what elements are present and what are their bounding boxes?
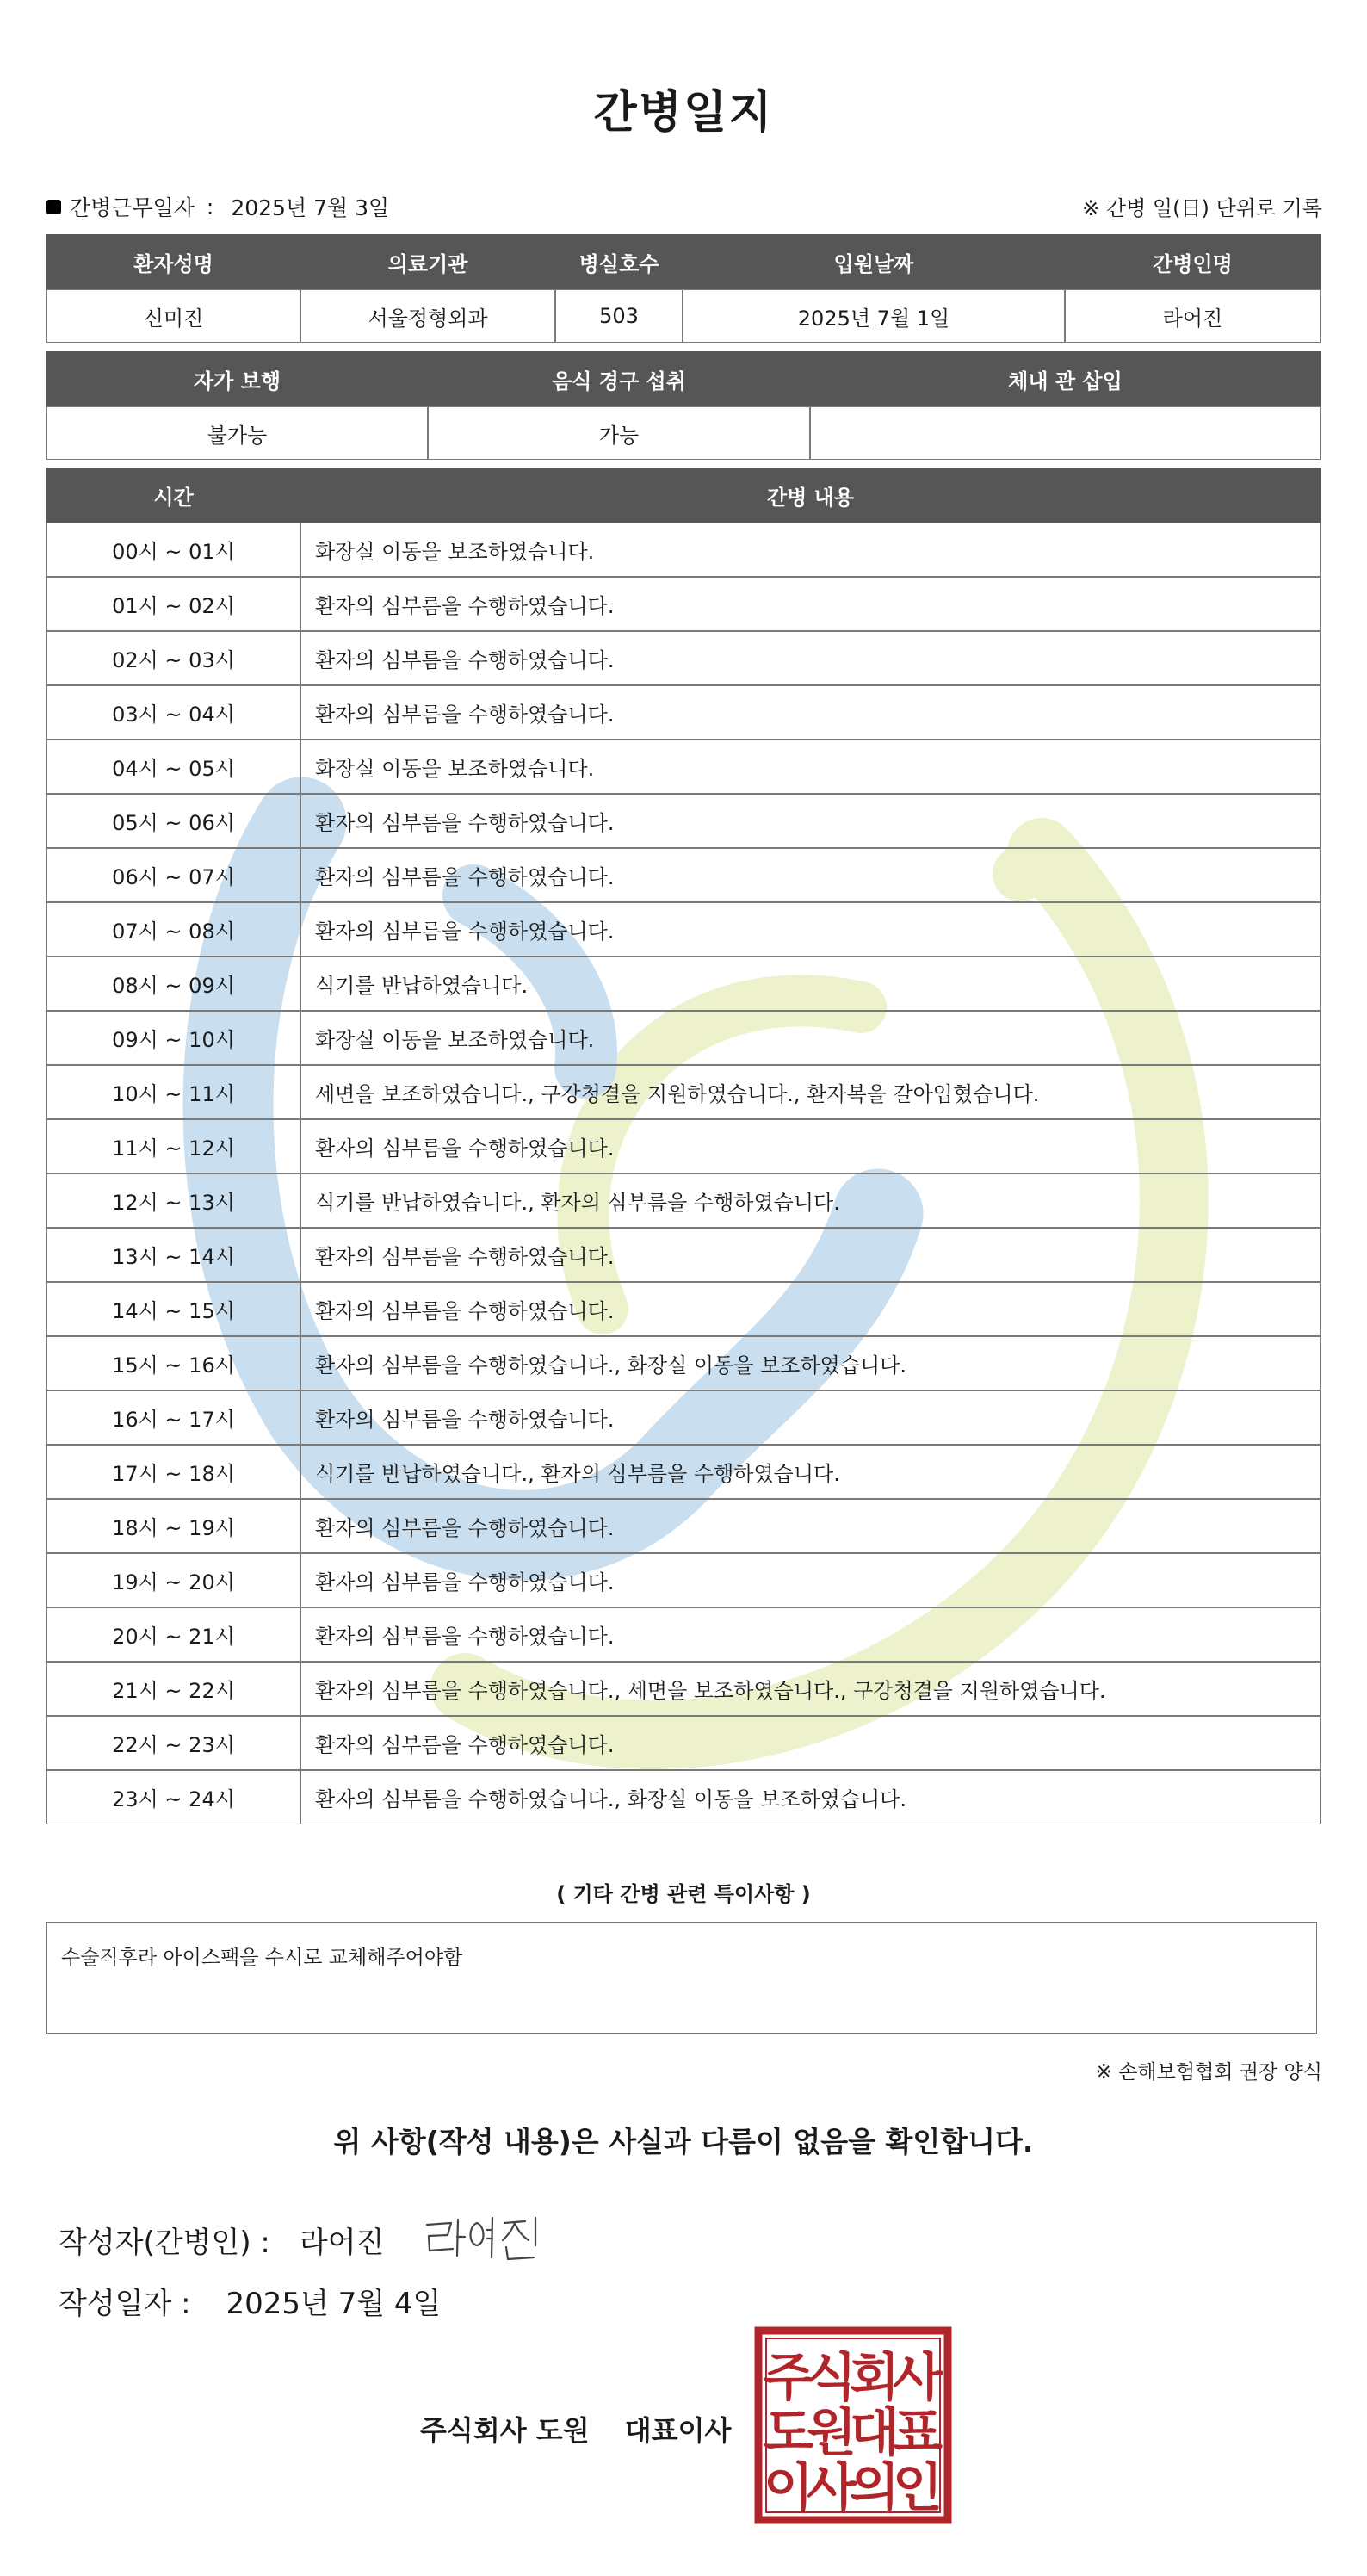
written-date-line — [59, 2280, 441, 2322]
time-cell: 18시 ~ 19시 — [46, 1499, 300, 1553]
svg-text:도: 도 — [764, 2403, 813, 2463]
unit-note: ※ 간병 일(日) 단위로 기록 — [1082, 196, 1322, 220]
header-patient-name: 환자성명 — [46, 234, 300, 289]
admission-date: 2025년 7월 1일 — [683, 289, 1065, 343]
table-row — [46, 685, 1321, 740]
table-row — [46, 1662, 1321, 1716]
room-number: 503 — [555, 289, 683, 343]
care-content-cell: 환자의 심부름을 수행하였습니다. — [300, 1228, 1321, 1282]
table-row — [46, 1282, 1321, 1336]
time-cell: 21시 ~ 22시 — [46, 1662, 300, 1716]
time-cell: 11시 ~ 12시 — [46, 1119, 300, 1173]
special-notes-title: ( 기타 간병 관련 특이사항 ) — [556, 1882, 811, 1906]
status-value-row — [46, 406, 1321, 460]
header-hospital: 의료기관 — [300, 234, 555, 289]
table-row — [46, 1228, 1321, 1282]
table-row — [46, 1336, 1321, 1390]
header-tube-insertion: 체내 관 삽입 — [810, 351, 1321, 406]
table-row — [46, 523, 1321, 577]
oral-intake-value: 가능 — [428, 406, 810, 460]
header-oral-intake: 음식 경구 섭취 — [428, 351, 810, 406]
table-row — [46, 1011, 1321, 1065]
company-title: 대표이사 — [624, 2414, 732, 2447]
care-content-cell: 환자의 심부름을 수행하였습니다. — [300, 577, 1321, 631]
work-date-separator: : — [206, 194, 214, 220]
time-cell: 12시 ~ 13시 — [46, 1173, 300, 1228]
association-note: ※ 손해보험협회 권장 양식 — [1095, 2061, 1322, 2084]
handwritten-signature — [422, 2213, 551, 2266]
table-row — [46, 740, 1321, 794]
patient-status-table — [46, 351, 1321, 460]
time-cell: 03시 ~ 04시 — [46, 685, 300, 740]
care-content-cell: 세면을 보조하였습니다., 구강청결을 지원하였습니다., 환자복을 갈아입혔습니다. — [300, 1065, 1321, 1119]
patient-header-row — [46, 234, 1321, 289]
confirmation-statement: 위 사항(작성 내용)은 사실과 다름이 없음을 확인합니다. — [333, 2125, 1034, 2158]
table-row — [46, 848, 1321, 902]
care-content-cell: 환자의 심부름을 수행하였습니다. — [300, 1499, 1321, 1553]
work-date-value: 2025년 7월 3일 — [231, 195, 390, 220]
company-line — [420, 2409, 731, 2449]
svg-text:대: 대 — [850, 2403, 900, 2463]
writer-name: 라어진 — [299, 2225, 385, 2260]
document-title: 간병일지 — [593, 87, 774, 139]
table-row — [46, 1065, 1321, 1119]
care-content-cell: 환자의 심부름을 수행하였습니다. — [300, 848, 1321, 902]
care-content-cell: 식기를 반납하였습니다., 환자의 심부름을 수행하였습니다. — [300, 1445, 1321, 1499]
square-bullet-icon — [46, 200, 61, 214]
svg-text:원: 원 — [807, 2403, 857, 2463]
time-cell: 13시 ~ 14시 — [46, 1228, 300, 1282]
table-row — [46, 1607, 1321, 1662]
patient-info-table — [46, 234, 1321, 343]
table-row — [46, 1770, 1321, 1824]
time-cell: 22시 ~ 23시 — [46, 1716, 300, 1770]
time-cell: 05시 ~ 06시 — [46, 794, 300, 848]
time-cell: 09시 ~ 10시 — [46, 1011, 300, 1065]
care-content-cell: 환자의 심부름을 수행하였습니다., 세면을 보조하였습니다., 구강청결을 지원하였습니다. — [300, 1662, 1321, 1716]
care-content-cell: 화장실 이동을 보조하였습니다. — [300, 740, 1321, 794]
care-content-cell: 환자의 심부름을 수행하였습니다. — [300, 1119, 1321, 1173]
work-date-label: 간병근무일자 — [70, 195, 195, 220]
writer-line — [59, 2213, 551, 2266]
care-content-cell: 환자의 심부름을 수행하였습니다. — [300, 1553, 1321, 1607]
written-date-label: 작성일자 : — [59, 2287, 191, 2321]
table-row — [46, 1119, 1321, 1173]
work-date — [46, 191, 389, 222]
time-cell: 17시 ~ 18시 — [46, 1445, 300, 1499]
time-cell: 14시 ~ 15시 — [46, 1282, 300, 1336]
care-content-cell: 화장실 이동을 보조하였습니다. — [300, 1011, 1321, 1065]
time-cell: 16시 ~ 17시 — [46, 1390, 300, 1445]
care-content-cell: 환자의 심부름을 수행하였습니다. — [300, 794, 1321, 848]
svg-text:이: 이 — [764, 2458, 813, 2518]
table-row — [46, 577, 1321, 631]
table-row — [46, 1173, 1321, 1228]
time-cell: 10시 ~ 11시 — [46, 1065, 300, 1119]
table-row — [46, 1499, 1321, 1553]
patient-value-row — [46, 289, 1321, 343]
header-time: 시간 — [46, 468, 300, 523]
care-content-cell: 식기를 반납하였습니다. — [300, 957, 1321, 1011]
svg-text:사: 사 — [893, 2348, 943, 2408]
svg-text:주: 주 — [764, 2348, 813, 2408]
company-name: 주식회사 도원 — [420, 2414, 590, 2447]
time-cell: 15시 ~ 16시 — [46, 1336, 300, 1390]
status-header-row — [46, 351, 1321, 406]
time-cell: 20시 ~ 21시 — [46, 1607, 300, 1662]
table-row — [46, 1716, 1321, 1770]
care-content-cell: 환자의 심부름을 수행하였습니다. — [300, 631, 1321, 685]
table-row — [46, 631, 1321, 685]
care-content-cell: 환자의 심부름을 수행하였습니다. — [300, 902, 1321, 957]
time-cell: 07시 ~ 08시 — [46, 902, 300, 957]
caregiver-name: 라어진 — [1065, 289, 1321, 343]
svg-text:인: 인 — [893, 2458, 943, 2518]
patient-name: 신미진 — [46, 289, 300, 343]
time-cell: 19시 ~ 20시 — [46, 1553, 300, 1607]
time-cell: 06시 ~ 07시 — [46, 848, 300, 902]
time-cell: 08시 ~ 09시 — [46, 957, 300, 1011]
time-cell: 02시 ~ 03시 — [46, 631, 300, 685]
table-row — [46, 957, 1321, 1011]
care-header-row — [46, 468, 1321, 523]
time-cell: 04시 ~ 05시 — [46, 740, 300, 794]
tube-insertion-value — [810, 406, 1321, 460]
svg-text:사: 사 — [807, 2458, 857, 2518]
header-room: 병실호수 — [555, 234, 683, 289]
care-content-cell: 환자의 심부름을 수행하였습니다. — [300, 1390, 1321, 1445]
care-content-cell: 환자의 심부름을 수행하였습니다., 화장실 이동을 보조하였습니다. — [300, 1770, 1321, 1824]
care-content-cell: 환자의 심부름을 수행하였습니다. — [300, 1716, 1321, 1770]
header-caregiver-name: 간병인명 — [1065, 234, 1321, 289]
care-content-cell: 화장실 이동을 보조하였습니다. — [300, 523, 1321, 577]
svg-text:표: 표 — [893, 2403, 943, 2463]
table-row — [46, 1390, 1321, 1445]
care-content-cell: 환자의 심부름을 수행하였습니다. — [300, 685, 1321, 740]
table-row — [46, 1445, 1321, 1499]
svg-text:회: 회 — [850, 2348, 900, 2408]
svg-text:의: 의 — [850, 2458, 900, 2518]
time-cell: 23시 ~ 24시 — [46, 1770, 300, 1824]
time-cell: 00시 ~ 01시 — [46, 523, 300, 577]
written-date-value: 2025년 7월 4일 — [226, 2287, 442, 2321]
header-self-walking: 자가 보행 — [46, 351, 428, 406]
care-content-cell: 식기를 반납하였습니다., 환자의 심부름을 수행하였습니다. — [300, 1173, 1321, 1228]
self-walking-value: 불가능 — [46, 406, 428, 460]
table-row — [46, 1553, 1321, 1607]
care-content-cell: 환자의 심부름을 수행하였습니다. — [300, 1282, 1321, 1336]
svg-text:식: 식 — [807, 2348, 857, 2408]
table-row — [46, 794, 1321, 848]
care-content-cell: 환자의 심부름을 수행하였습니다. — [300, 1607, 1321, 1662]
company-seal-stamp — [754, 2326, 952, 2524]
table-row — [46, 902, 1321, 957]
special-notes-box: 수술직후라 아이스팩을 수시로 교체해주어야함 — [46, 1922, 1317, 2034]
writer-label: 작성자(간병인) : — [59, 2225, 270, 2260]
care-log-table — [46, 468, 1321, 1824]
header-admission-date: 입원날짜 — [683, 234, 1065, 289]
header-care-content: 간병 내용 — [300, 468, 1321, 523]
care-content-cell: 환자의 심부름을 수행하였습니다., 화장실 이동을 보조하였습니다. — [300, 1336, 1321, 1390]
hospital-name: 서울정형외과 — [300, 289, 555, 343]
time-cell: 01시 ~ 02시 — [46, 577, 300, 631]
